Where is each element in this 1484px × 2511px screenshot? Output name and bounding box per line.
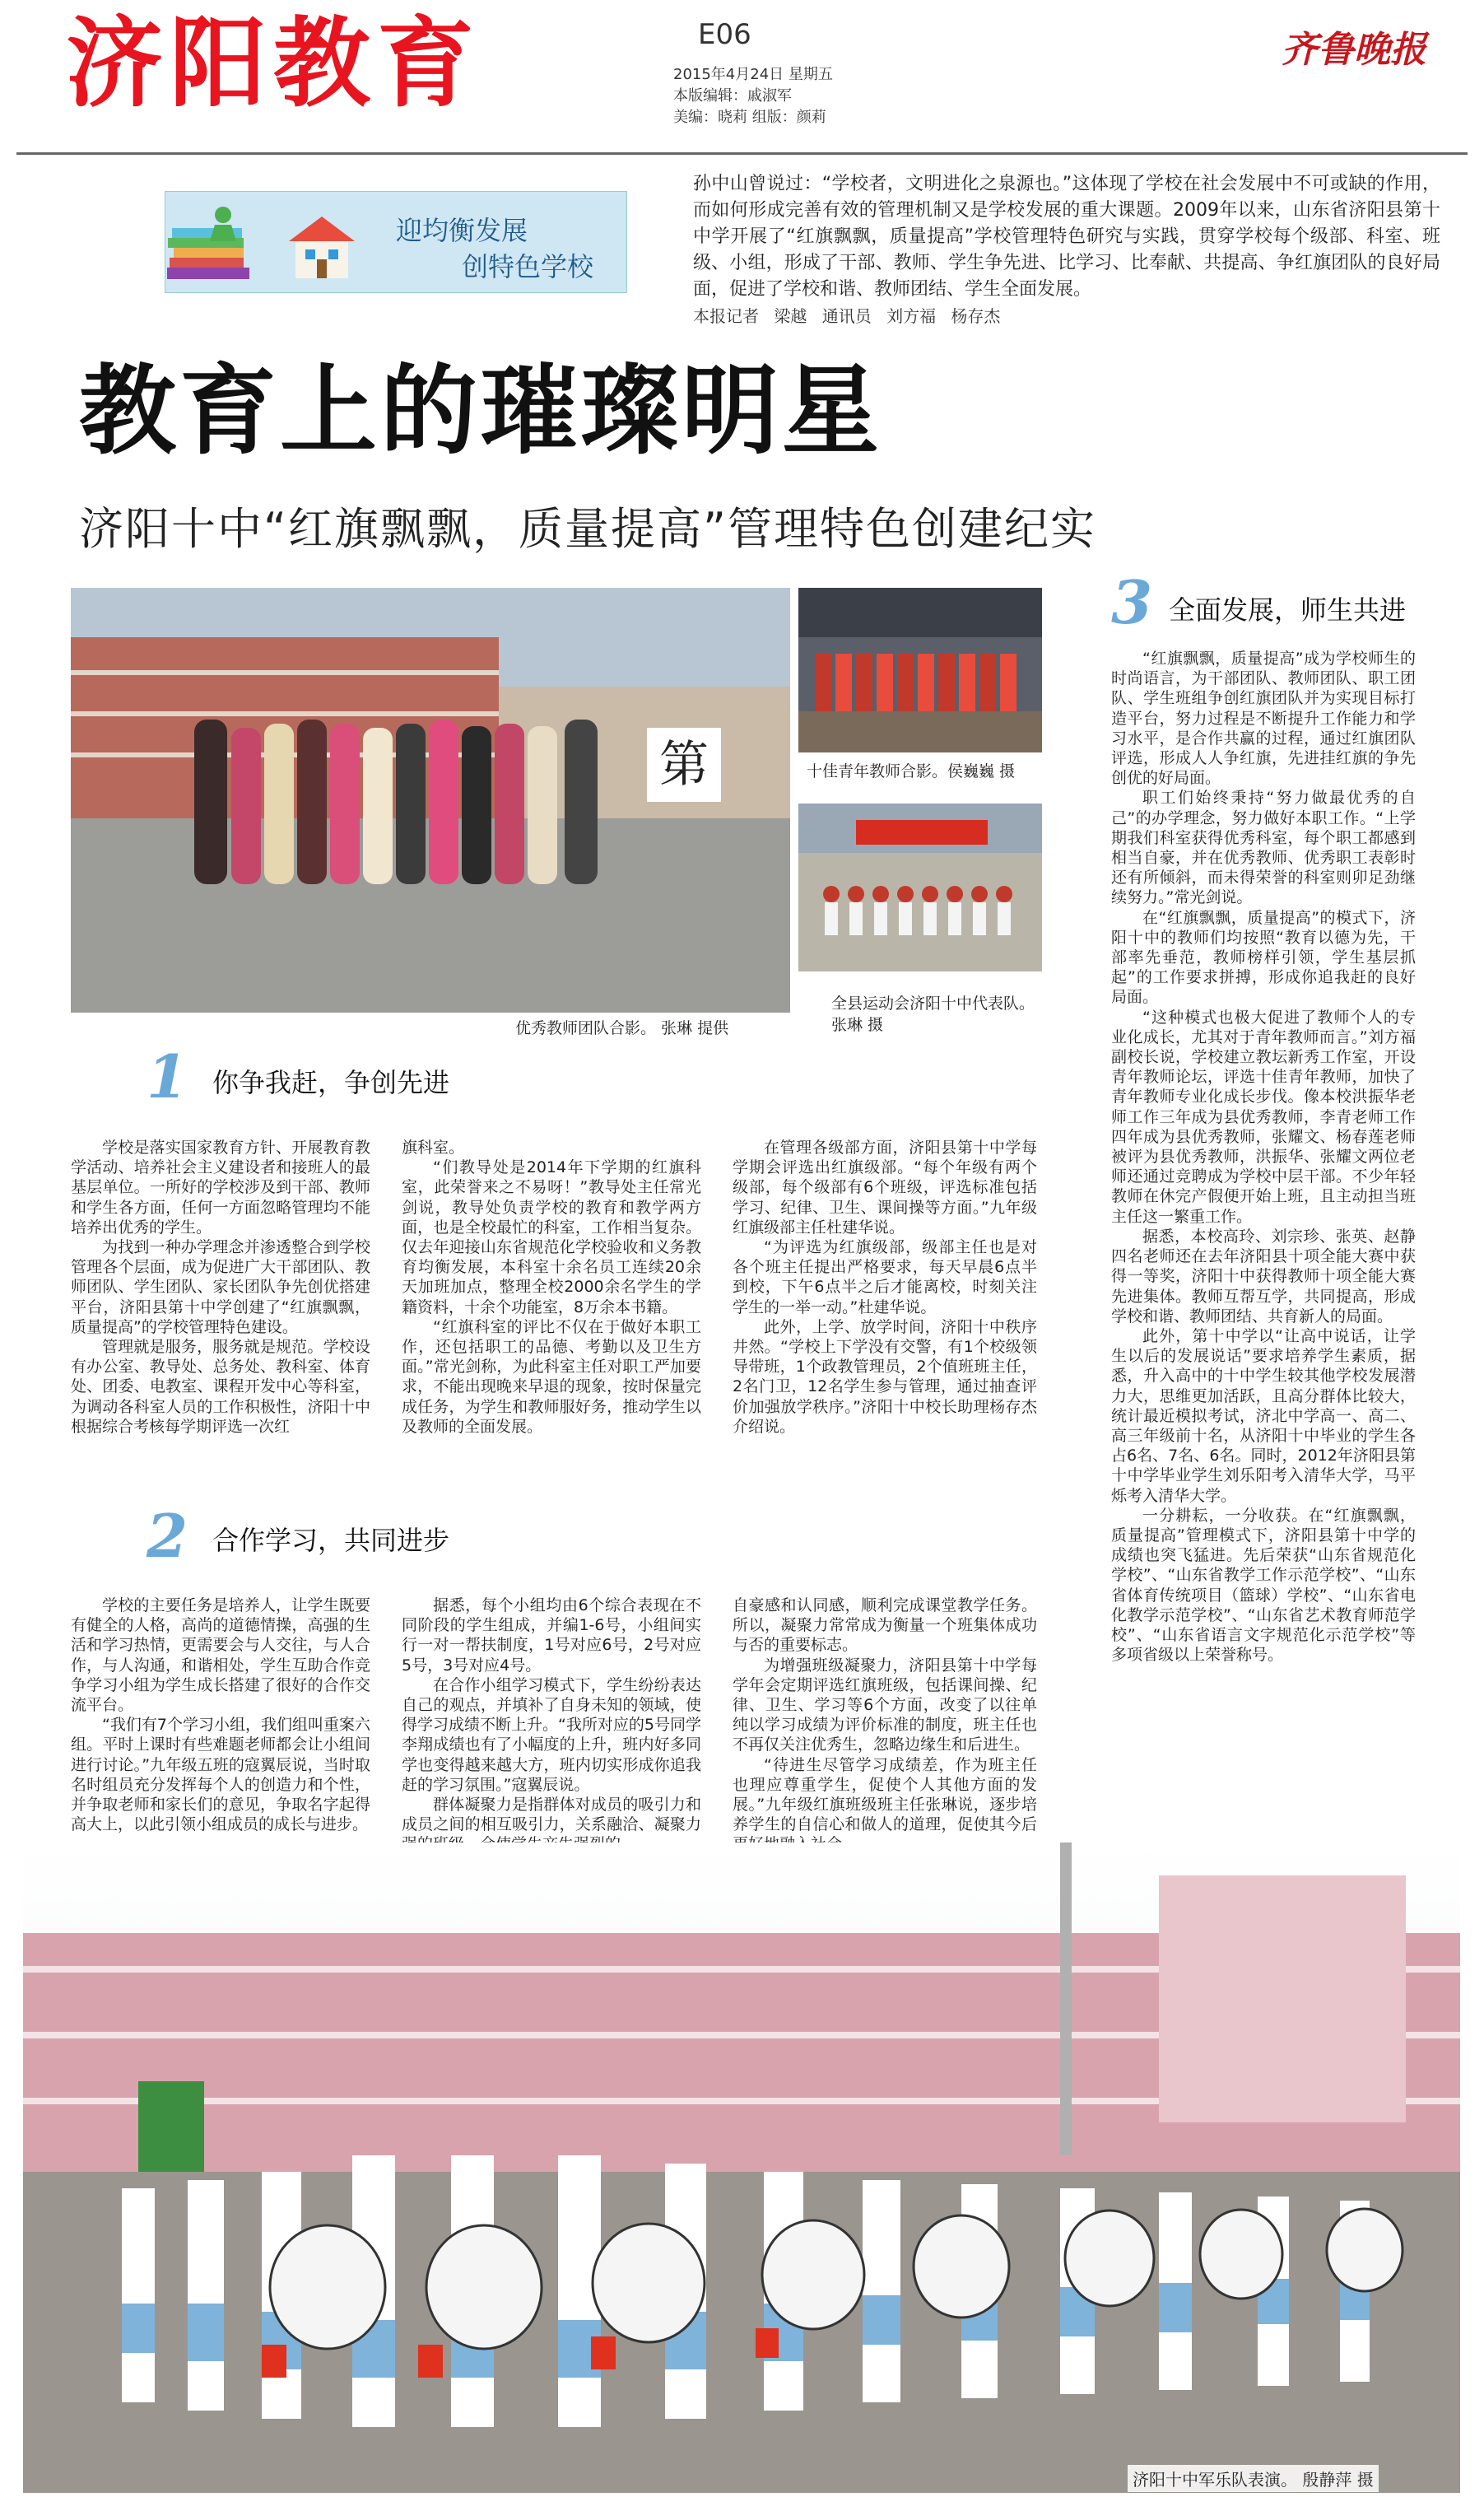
- paragraph: “红旗科室的评比不仅在于做好本职工作，还包括职工的品德、考勤以及卫生方面。”常光剑称，为此科室主任对职工严加要求，不能出现晚来早退的现象，按时保量完成任务，为学生和教师服好务，推动学生以及教师的全面发展。: [402, 1317, 701, 1436]
- section-1-number: 1: [147, 1041, 188, 1111]
- sports-meet-caption: 全县运动会济阳十中代表队。 张琳 摄: [831, 995, 1035, 1034]
- paragraph: 此外，第十中学以“让高中说话，让学生以后的发展说话”要求培养学生素质，据悉，升入高中的十中学生较其他学校发展潜力大，思维更加活跃，且高分群体比较大，统计最近模拟考试，济北中学高一、高二、高三年级前十名，从济阳十中毕业的学生各占6名、7名、6名。同时，2012年济阳县第十中学毕业学生刘乐阳考入清华大学，马平烁考入清华大学。: [1111, 1326, 1416, 1505]
- section-2-column-3: [733, 1596, 1037, 1855]
- paragraph: 旗科室。: [402, 1139, 465, 1157]
- paragraph: 为找到一种办学理念并渗透整合到学校管理各个层面，成为促进广大干部团队、教师团队、学生团队、家长团队争先创优搭建平台，济阳县第十中学创建了“红旗飘飘，质量提高”的学校管理特色建设。: [71, 1238, 370, 1336]
- military-band-photo: [23, 1842, 1460, 2493]
- section-1-column-3: [733, 1138, 1037, 1437]
- headline: 教育上的璀璨明星: [79, 354, 883, 468]
- paragraph: “待进生尽管学习成绩差，作为班主任也理应尊重学生，促使个人其他方面的发展。”九年级红旗班级班主任张琳说，逐步培养学生的自信心和做人的道理，促使其今后: [733, 1755, 1037, 1834]
- paragraph: “这种模式也极大促进了教师个人的专业化成长，尤其对于青年教师而言。”刘方福副校长说，学校建立教坛新秀工作室，开设青年教师论坛，评选十佳青年教师，加快了青年教师专业化成长步伐。像本校洪振华老师工作三年成为县优秀教师，李青老师工作四年成为县优秀教师，张耀文、杨春莲老师被评为县优秀教师，洪振华、张耀文两位老师还通过竞聘成为学校中层干部。不少年轻教师在休完产假便开始上班，且主动担当班主任这一繁重工作。: [1111, 1008, 1416, 1226]
- paragraph: “们教导处是2014年下学期的红旗科室，此荣誉来之不易呀！”教导处主任常光剑说，教导处负责学校的教育和教学两方面，也是全校最忙的科室，工作相当复杂。仅去年迎接山东省规范化学校验收和义务教育均衡发展，本科室十余名员工连续20余天加班加点，整理全校2000余名学生的学籍资料，十余个功能室，8万余本书籍。: [402, 1158, 701, 1316]
- paragraph: 学校是落实国家教育方针、开展教育教学活动、培养社会主义建设者和接班人的最基层单位。一所好的学校涉及到干部、教师和学生各方面，任何一方面忽略管理均不能培养出优秀的学生。: [71, 1139, 370, 1237]
- paragraph: 一分耕耘，一分收获。在“红旗飘飘，质量提高”管理模式下，济阳县第十中学的成绩也突飞猛进。先后荣获“山东省规范化学校”、“山东省教学工作示范学校”、“山东省体育传统项目（篮球）学校”、“山东省电化教学示范学校”、“山东省艺术教育师范学校”、“山东省语言文字规范化示范学校”等多项省级以上荣誉称号。: [1111, 1506, 1416, 1665]
- masthead-meta: [673, 64, 833, 128]
- section-2-number: 2: [147, 1501, 188, 1571]
- section-1-title: 你争我赶，争创先进: [212, 1067, 450, 1098]
- masthead-title: 济阳教育: [66, 7, 481, 120]
- section-2-column-1: [71, 1596, 370, 1834]
- section-3-number: 3: [1111, 567, 1153, 637]
- paragraph: 在“红旗飘飘，质量提高”的模式下，济阳十中的教师们均按照“教育以德为先，干部率先垂范，教师榜样引领，学生基层抓起”的工作要求拼搏，形成你追我赶的良好局面。: [1111, 908, 1416, 1007]
- issue-date: 2015年4月24日 星期五: [673, 66, 833, 83]
- section-3-column: [1111, 649, 1416, 1665]
- school-building-illustration: [281, 208, 363, 282]
- military-band-caption: 济阳十中军乐队表演。 殷静萍 摄: [1128, 2465, 1379, 2492]
- paragraph: 据悉，本校高玲、刘宗珍、张英、赵静四名老师还在去年济阳县十项全能大赛中获得一等奖，济阳十中获得教师十项全能大赛先进集体。教师互帮互学，共同提高，形成学校和谐、教师团结、共育新人的局面。: [1111, 1227, 1416, 1325]
- paragraph: 管理就是服务，服务就是规范。学校设有办公室、教导处、总务处、教科室、体育处、团委、电教室、课程开发中心等科室，为调动各科室人员的工作积极性，济阳十中根据综合考核每学期评选一次红: [71, 1338, 370, 1436]
- sign-character: 第: [659, 736, 709, 794]
- section-1-column-2: [402, 1138, 701, 1437]
- editor-credit: 本版编辑：戚淑军: [673, 87, 792, 105]
- youth-teachers-caption: 十佳青年教师合影。侯巍巍 摄: [807, 762, 1016, 780]
- paragraph: 自豪感和认同感，顺利完成课堂教学任务。所以，凝聚力常常成为衡量一个班集体成功与否的重要标志。: [733, 1596, 1037, 1655]
- paragraph: 在管理各级部方面，济阳县第十中学每学期会评选出红旗级部。“每个年级有两个级部，每个级部有6个班级，评选标准包括学习、纪律、卫生、课间操等方面。”九年级红旗级部主任杜建华说。: [733, 1139, 1037, 1237]
- design-credit: 美编：晓莉 组版：颜莉: [673, 109, 826, 126]
- section-1-column-1: [71, 1138, 370, 1437]
- masthead-divider: [16, 152, 1468, 155]
- youth-teachers-photo: [798, 588, 1042, 752]
- books-illustration: [165, 200, 264, 291]
- banner-line-2: 创特色学校: [462, 251, 594, 282]
- teacher-team-photo: [71, 588, 790, 1013]
- subheadline: 济阳十中“红旗飘飘，质量提高”管理特色创建纪实: [79, 503, 1096, 555]
- sports-meet-photo: [798, 804, 1042, 971]
- paragraph: 为增强班级凝聚力，济阳县第十中学每学年会定期评选红旗班级，包括课间操、纪律、卫生、学习等6个方面，改变了以往单纯以学习成绩为评价标准的制度，班主任也不再仅关注优秀生，忽略边缘生和后进生。: [733, 1656, 1037, 1754]
- paragraph: 此外，上学、放学时间，济阳十中秩序井然。“学校上下学没有交警，有1个校级领导带班，1个政教管理员，2个值班班主任，2名门卫，12名学生参与管理，通过抽查评价加强放学秩序。”济阳十中校长助理杨存杰介绍说。: [733, 1317, 1037, 1436]
- paragraph: 群体凝聚力是指群体对成员的吸引力和成员之间的相互吸引力，关系融洽、凝聚力: [402, 1796, 701, 1834]
- newspaper-logo: 齐鲁晚报: [1282, 29, 1426, 71]
- paragraph: 据悉，每个小组均由6个综合表现在不同阶段的学生组成，并编1-6号，小组间实行一对一帮扶制度，1号对应6号，2号对应5号，3号对应4号。: [402, 1596, 701, 1675]
- paragraph: 职工们始终秉持“努力做最优秀的自己”的办学理念，努力做好本职工作。“上学期我们科室获得优秀科室，每个职工都感到相当自豪，并在优秀教师、优秀职工表彰时还有所倾斜，而未得荣誉的科室则卯足劲继续努力。”常光剑说。: [1111, 789, 1416, 907]
- lead-paragraph: 孙中山曾说过：“学校者，文明进化之泉源也。”这体现了学校在社会发展中不可或缺的作用，而如何形成完善有效的管理机制又是学校发展的重大课题。2009年以来，山东省济阳县第十中学开展了“红旗飘飘，质量提高”学校管理特色研究与实践，贯穿学校每个级部、科室、班级、小组，形成了干部、教师、学生争先进、比学习、比奉献、共提高、争红旗团队的良好局面，促进了学校和谐、教师团结、学生全面发展。: [693, 174, 1440, 300]
- paragraph: 在合作小组学习模式下，学生纷纷表达自己的观点，并填补了自身未知的领域，使得学习成绩不断上升。“我所对应的5号同学李翔成绩也有了小幅度的上升，班内好多同学也变得越来越大方，班内切实形成你追我赶的学习氛围。”寇翼辰说。: [402, 1675, 701, 1794]
- paragraph: “红旗飘飘，质量提高”成为学校师生的时尚语言，为干部团队、教师团队、职工团队、学生班组争创红旗团队并为实现目标打造平台，努力过程是不断提升工作能力和学习水平，是合作共赢的过程，通过红旗团队评选，形成人人争红旗，先进挂红旗的争先创优的好局面。: [1111, 650, 1416, 788]
- section-2-column-2: [402, 1596, 701, 1855]
- paragraph: “我们有7个学习小组，我们组叫重案六组。平时上课时有些难题老师都会让小组间进行讨论。”九年级五班的寇翼辰说，当时取名时组员充分发挥每个人的创造力和个性，并争取老师和家长们的意见，争取名字起得高大上，以此引领小组成员的成长与进步。: [71, 1716, 370, 1834]
- page-number: E06: [698, 18, 751, 51]
- byline: 本报记者 梁越 通讯员 刘方福 杨存杰: [693, 306, 1001, 326]
- paragraph: “为评选为红旗级部，级部主任也是对各个班主任提出严格要求，每天早晨6点半到校，下午6点半之后才能离校，时刻关注学生的一举一动。”杜建华说。: [733, 1238, 1037, 1316]
- theme-banner: [165, 191, 627, 293]
- section-3-title: 全面发展，师生共进: [1169, 594, 1407, 626]
- teacher-team-caption: 优秀教师团队合影。 张琳 提供: [515, 1019, 729, 1037]
- banner-line-1: 迎均衡发展: [396, 215, 528, 246]
- paragraph: 学校的主要任务是培养人，让学生既要有健全的人格，高尚的道德情操，高强的生活和学习热情，更需要会与人交往，与人合作，与人沟通，和谐相处，学生互助合作竞争学习小组为学生成长搭建了很好的合作交流平台。: [71, 1596, 370, 1715]
- section-2-title: 合作学习，共同进步: [212, 1525, 450, 1556]
